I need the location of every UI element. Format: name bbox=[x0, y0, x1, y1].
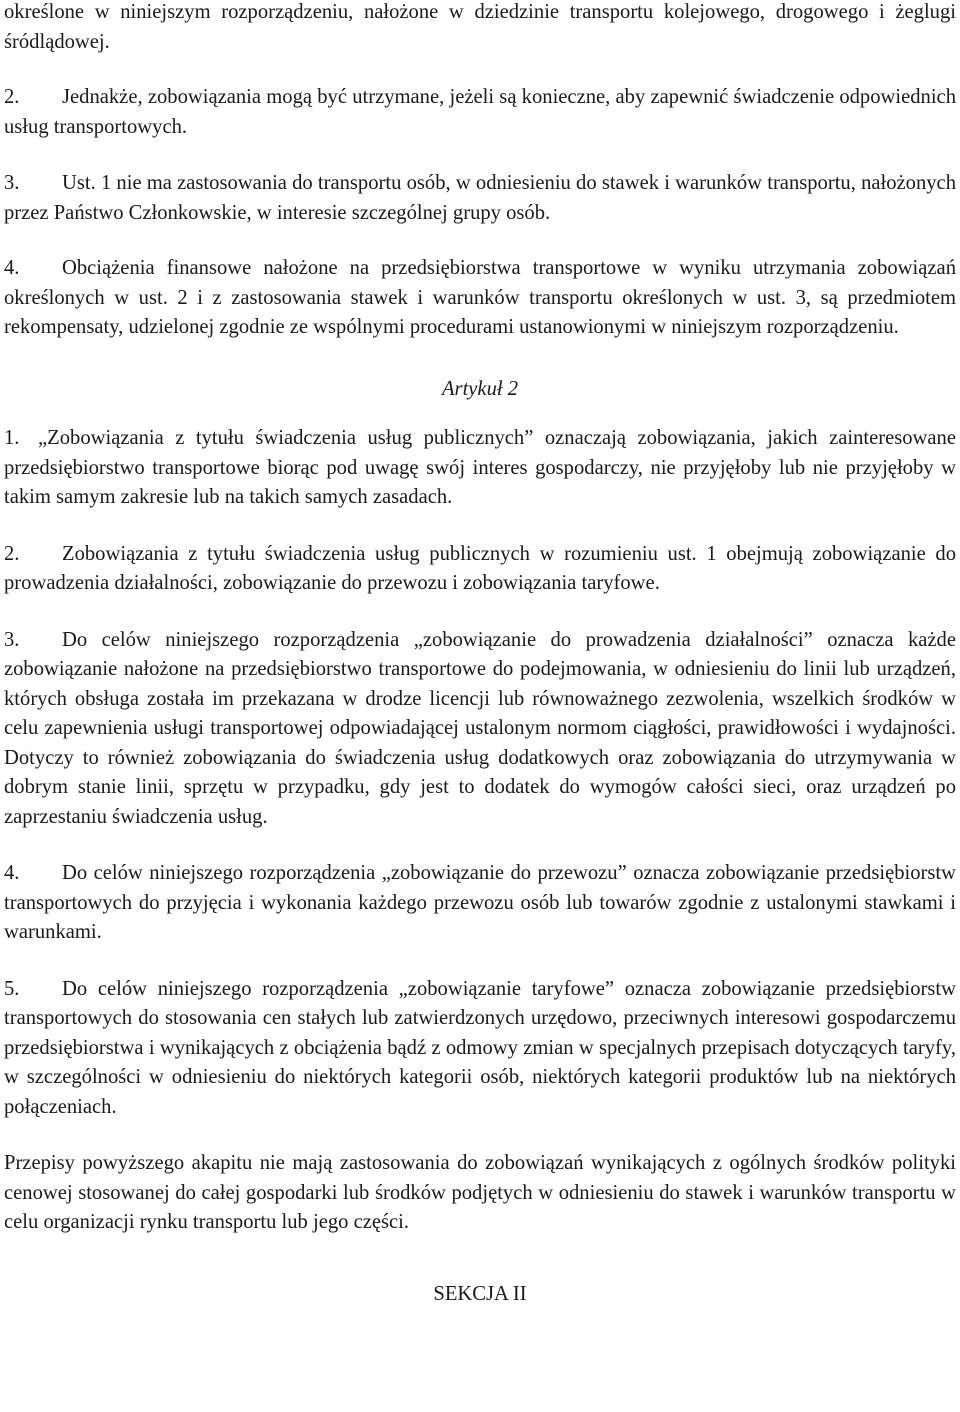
paragraph-1-2 bbox=[4, 83, 956, 142]
paragraph-2-1 bbox=[4, 424, 956, 513]
paragraph-continuation bbox=[4, 0, 956, 57]
paragraph-text: Do celów niniejszego rozporządzenia „zobowiązanie do przewozu” oznacza zobowiązanie przedsiębiorstw transportowych do przyjęcia i wykonania każdego przewozu osób lub towarów zgodnie z ustalonymi stawkami i warunkami. bbox=[4, 862, 956, 943]
paragraph-2-5 bbox=[4, 975, 956, 1123]
paragraph-text: „Zobowiązania z tytułu świadczenia usług publicznych” oznaczają zobowiązania, jakich zainteresowane przedsiębiorstwo transportowe biorąc pod uwagę swój interes gospodarczy, nie przyjęłoby lub nie przyjęłoby w takim samym zakresie lub na takich samych zasadach. bbox=[4, 427, 956, 508]
paragraph-2-4 bbox=[4, 859, 956, 948]
paragraph-number: 3. bbox=[4, 172, 20, 194]
paragraph-number: 4. bbox=[4, 257, 20, 279]
paragraph-2-3 bbox=[4, 626, 956, 833]
paragraph-text: Obciążenia finansowe nałożone na przedsiębiorstwa transportowe w wyniku utrzymania zobowiązań określonych w ust. 2 i z zastosowania stawek i warunków transportu określonych w ust. 3, są przedmiotem rekompensaty, udzielonej zgodnie ze wspólnymi procedurami ustanowionymi w niniejszym rozporządzeniu. bbox=[4, 257, 956, 338]
paragraph-text: Do celów niniejszego rozporządzenia „zobowiązanie do prowadzenia działalności” oznacza każde zobowiązanie nałożone na przedsiębiorstwo transportowe do podejmowania, w odniesieniu do linii lub urządzeń, których obsługa została im przekazana w drodze licencji lub równoważnego zezwolenia, wszelkich środków w celu zapewnienia usługi transportowej odpowiadającej ustalonym normom ciągłości, prawidłowości i wydajności. Dotyczy to również zobowiązania do świadczenia usług dodatkowych oraz zobowiązania do utrzymywania w dobrym stanie linii, sprzętu w przypadku, gdy jest to dodatek do wymogów całości sieci, oraz urządzeń po zaprzestaniu świadczenia usług. bbox=[4, 628, 956, 828]
paragraph-text: Ust. 1 nie ma zastosowania do transportu osób, w odniesieniu do stawek i warunków transportu, nałożonych przez Państwo Członkowskie, w interesie szczególnej grupy osób. bbox=[4, 172, 956, 224]
paragraph-number: 2. bbox=[4, 542, 20, 565]
paragraph-text: określone w niniejszym rozporządzeniu, nałożone w dziedzinie transportu kolejowego, drogowego i żeglugi śródlądowej. bbox=[4, 1, 956, 53]
article-heading: Artykuł 2 bbox=[441, 377, 519, 400]
paragraph-number: 5. bbox=[4, 977, 20, 1000]
paragraph-number: 4. bbox=[4, 862, 20, 884]
paragraph-text: Zobowiązania z tytułu świadczenia usług publicznych w rozumieniu ust. 1 obejmują zobowiązanie do prowadzenia działalności, zobowiązanie do przewozu i zobowiązania taryfowe. bbox=[4, 542, 956, 594]
paragraph-text: Jednakże, zobowiązania mogą być utrzymane, jeżeli są konieczne, aby zapewnić świadczenie odpowiednich usług transportowych. bbox=[4, 86, 956, 138]
paragraph-1-4 bbox=[4, 254, 956, 343]
paragraph-text: Przepisy powyższego akapitu nie mają zastosowania do zobowiązań wynikających z ogólnych środków polityki cenowej stosowanej do całej gospodarki lub środków podjętych w odniesieniu do stawek i warunków transportu w celu organizacji rynku transportu lub jego części. bbox=[4, 1152, 956, 1233]
paragraph-2-5-subparagraph bbox=[4, 1149, 956, 1238]
paragraph-number: 1. bbox=[4, 427, 20, 449]
paragraph-number: 2. bbox=[4, 86, 20, 108]
paragraph-text: Do celów niniejszego rozporządzenia „zobowiązanie taryfowe” oznacza zobowiązanie przedsiębiorstw transportowych do stosowania cen stałych lub zatwierdzonych urzędowo, przeciwnych interesowi gospodarczemu przedsiębiorstwa i wynikających z obciążenia bądź z odmowy zmian w specjalnych przepisach dotyczących taryfy, w szczególności w odniesieniu do niektórych kategorii osób, niektórych kategorii produktów lub na niektórych połączeniach. bbox=[4, 977, 956, 1118]
paragraph-number: 3. bbox=[4, 628, 20, 651]
paragraph-2-2 bbox=[4, 540, 956, 599]
section-heading: SEKCJA II bbox=[433, 1282, 527, 1305]
document-page bbox=[4, 0, 956, 1309]
paragraph-1-3 bbox=[4, 169, 956, 228]
